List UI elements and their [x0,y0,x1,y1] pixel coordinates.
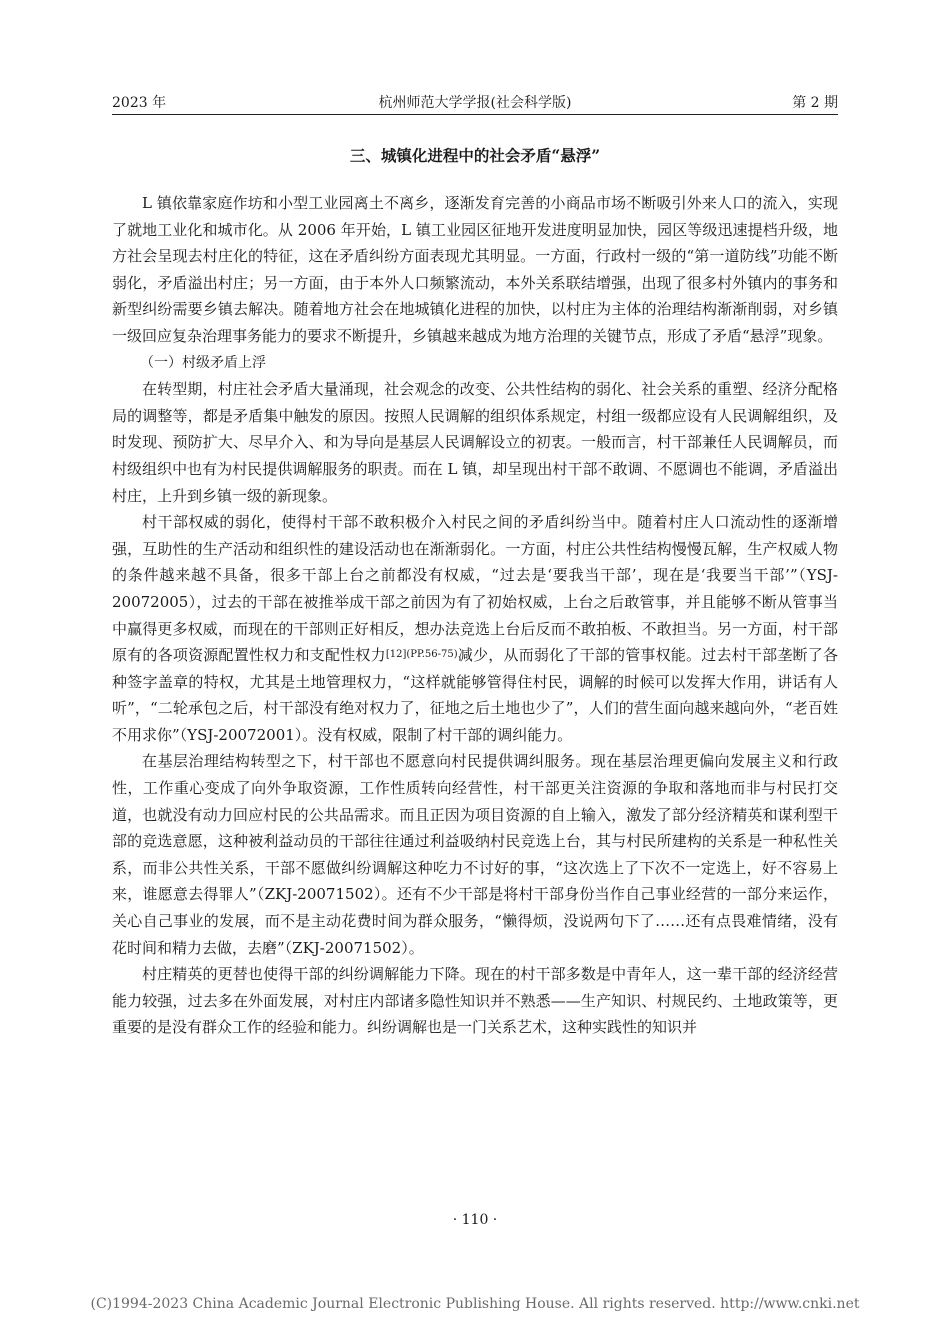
page-number: · 110 · [452,1212,498,1228]
running-header [112,88,838,115]
header-issue: 第 2 期 [792,95,838,111]
copyright-footer: (C)1994-2023 China Academic Journal Electronic Publishing House. All rights reserved. http://www.cnki.net [90,1296,860,1312]
article-body [112,144,838,1041]
paragraph: L 镇依靠家庭作坊和小型工业园离土不离乡，逐渐发育完善的小商品市场不断吸引外来人口的流入，实现了就地工业化和城市化。从 2006 年开始，L 镇工业园区征地开发进度明显加快，园区等级迅速提档升级，地方社会呈现去村庄化的特征，这在矛盾纠纷方面表现尤其明显。一方面，行政村一级的“第一道防线”功能不断弱化，矛盾溢出村庄；另一方面，由于本外人口频繁流动，本外关系联结增强，出现了很多村外镇内的事务和新型纠纷需要乡镇去解决。随着地方社会在地城镇化进程的加快，以村庄为主体的治理结构渐渐削弱，对乡镇一级回应复杂治理事务能力的要求不断提升，乡镇越来越成为地方治理的关键节点，形成了矛盾“悬浮”现象。 [112,194,838,345]
header-year: 2023 年 [112,95,167,111]
section-title: 三、城镇化进程中的社会矛盾“悬浮” [349,146,601,165]
paragraph [112,509,838,748]
subsection-heading: （一）村级矛盾上浮 [140,354,266,371]
paragraph-text: 村干部权威的弱化，使得村干部不敢积极介入村民之间的矛盾纠纷当中。随着村庄人口流动性的逐渐增强，互助性的生产活动和组织性的建设活动也在渐渐弱化。一方面，村庄公共性结构慢慢瓦解，生产权威人物的条件越来越不具备，很多干部上台之前都没有权威，“过去是‘要我当干部’，现在是‘我要当干部’”（YSJ-20072005），过去的干部在被推举成干部之前因为有了初始权威，上台之后敢管事，并且能够不断从管事当中赢得更多权威，而现在的干部则正好相反，想办法竞选上台后反而不敢拍板、不敢担当。另一方面，村干部原有的各项资源配置性权力和支配性权力 [112,513,838,665]
header-journal-title: 杭州师范大学学报(社会科学版) [378,95,572,111]
citation-marker: [12](PP.56-75) [385,649,458,661]
paragraph-text: 减少，从而弱化了干部的管事权能。过去村干部垄断了各种签字盖章的特权，尤其是土地管理权力，“这样就能够管得住村民，调解的时候可以发挥大作用，讲话有人听”，“二轮承包之后，村干部没有绝对权力了，征地之后土地也少了”，人们的营生面向越来越向外，“老百姓不用求你”（YSJ-20072001）。没有权威，限制了村干部的调纠能力。 [112,646,838,744]
paragraph: 在转型期，村庄社会矛盾大量涌现，社会观念的改变、公共性结构的弱化、社会关系的重塑、经济分配格局的调整等，都是矛盾集中触发的原因。按照人民调解的组织体系规定，村组一级都应设有人民调解组织，及时发现、预防扩大、尽早介入、和为导向是基层人民调解设立的初衷。一般而言，村干部兼任人民调解员，而村级组织中也有为村民提供调解服务的职责。而在 L 镇，却呈现出村干部不敢调、不愿调也不能调，矛盾溢出村庄，上升到乡镇一级的新现象。 [112,380,838,505]
paragraph: 在基层治理结构转型之下，村干部也不愿意向村民提供调纠服务。现在基层治理更偏向发展主义和行政性，工作重心变成了向外争取资源，工作性质转向经营性，村干部更关注资源的争取和落地而非与村民打交道，也就没有动力回应村民的公共品需求。而且正因为项目资源的自上输入，激发了部分经济精英和谋利型干部的竞选意愿，这种被利益动员的干部往往通过利益吸纳村民竞选上台，其与村民所建构的关系是一种私性关系，而非公共性关系，干部不愿做纠纷调解这种吃力不讨好的事，“这次选上了下次不一定选上，好不容易上来，谁愿意去得罪人”（ZKJ-20071502）。还有不少干部是将村干部身份当作自己事业经营的一部分来运作，关心自己事业的发展，而不是主动花费时间为群众服务，“懒得烦，没说两句下了……还有点畏难情绪，没有花时间和精力去做，去磨”（ZKJ-20071502）。 [112,752,838,957]
paragraph: 村庄精英的更替也使得干部的纠纷调解能力下降。现在的村干部多数是中青年人，这一辈干部的经济经营能力较强，过去多在外面发展，对村庄内部诸多隐性知识并不熟悉——生产知识、村规民约、土地政策等，更重要的是没有群众工作的经验和能力。纠纷调解也是一门关系艺术，这种实践性的知识并 [112,965,838,1037]
